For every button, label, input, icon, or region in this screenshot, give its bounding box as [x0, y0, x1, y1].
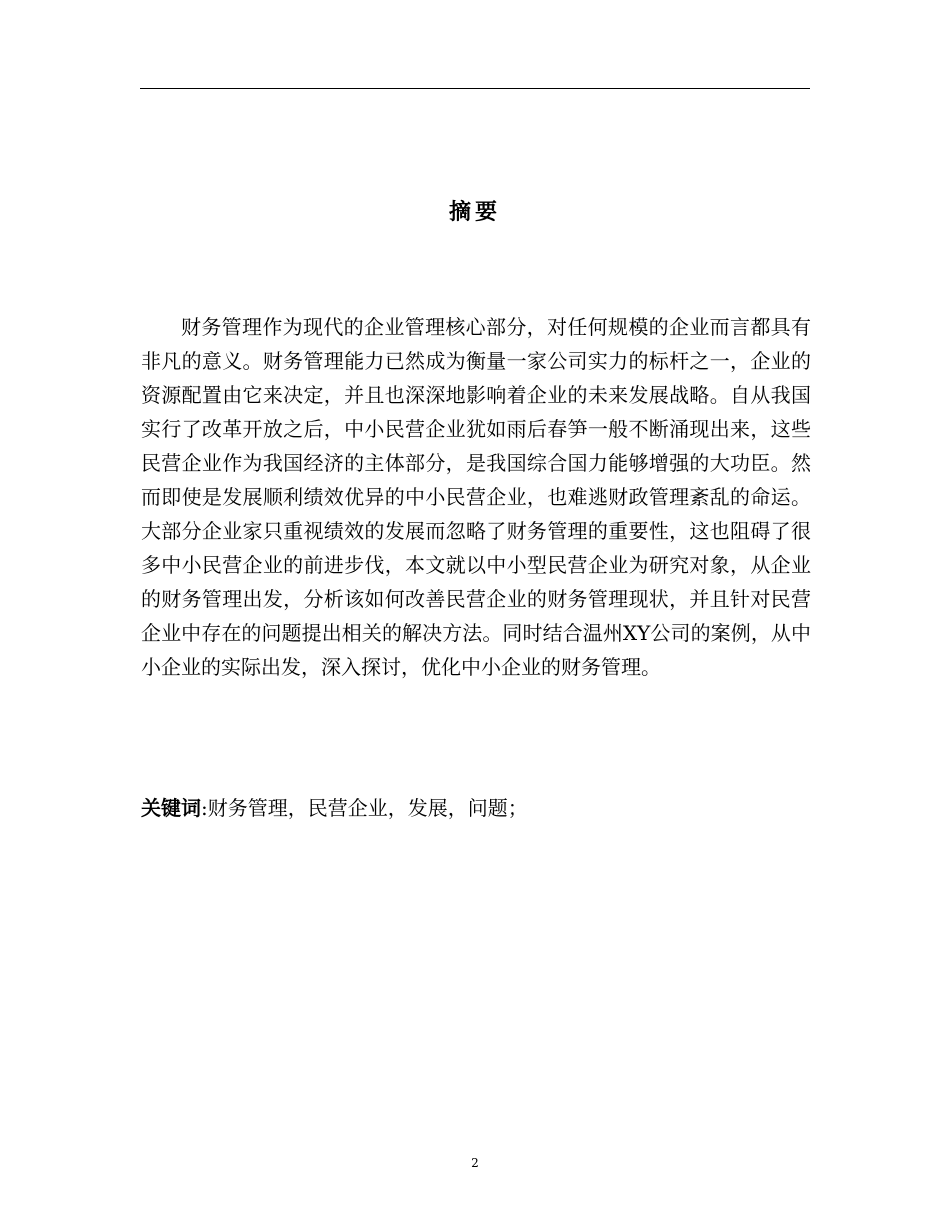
page-number: 2: [471, 1156, 479, 1170]
keywords-label: 关键词: [141, 796, 201, 820]
keywords-separator: :: [201, 796, 208, 820]
keywords-value: 财务管理，民营企业，发展，问题；: [207, 796, 528, 820]
header-rule: [140, 88, 810, 89]
abstract-title: 摘要: [448, 200, 501, 225]
keywords-line: [141, 793, 811, 823]
abstract-body: 财务管理作为现代的企业管理核心部分，对任何规模的企业而言都具有非凡的意义。财务管理能力已然成为衡量一家公司实力的标杆之一，企业的资源配置由它来决定，并且也深深地影响着企业的未来发展战略。自从我国实行了改革开放之后，中小民营企业犹如雨后春笋一般不断涌现出来，这些民营企业作为我国经济的主体部分，是我国综合国力能够增强的大功臣。然而即使是发展顺利绩效优异的中小民营企业，也难逃财政管理紊乱的命运。大部分企业家只重视绩效的发展而忽略了财务管理的重要性，这也阻碍了很多中小民营企业的前进步伐，本文就以中小型民营企业为研究对象，从企业的财务管理出发，分析该如何改善民营企业的财务管理现状，并且针对民营企业中存在的问题提出相关的解决方法。同时结合温州XY公司的案例，从中小企业的实际出发，深入探讨，优化中小企业的财务管理。: [141, 315, 811, 679]
